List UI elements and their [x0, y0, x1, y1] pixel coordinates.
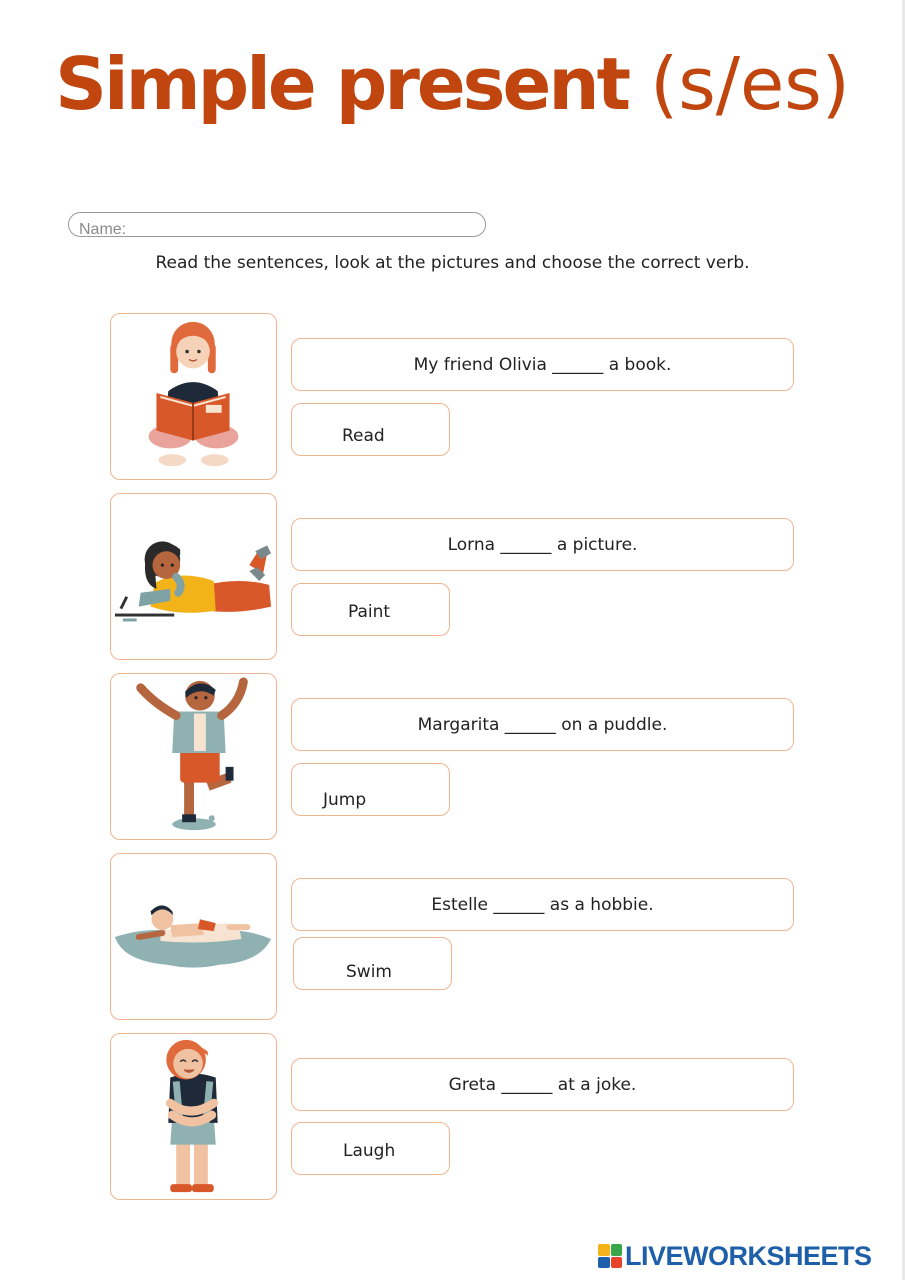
name-field[interactable]	[68, 212, 486, 237]
instructions: Read the sentences, look at the pictures and choose the correct verb.	[155, 253, 750, 273]
logo-grid-icon	[598, 1244, 622, 1268]
exercise-image-4	[110, 853, 277, 1020]
title-suffix: (s/es)	[650, 42, 850, 126]
exercise-image-3	[110, 673, 277, 840]
sentence-box-4	[291, 878, 794, 931]
girl-painting-on-floor-icon	[111, 494, 276, 659]
sentence-text-1: My friend Olivia ______ a book.	[413, 354, 672, 375]
sentence-text-3: Margarita ______ on a puddle.	[417, 714, 668, 735]
worksheet-title	[0, 36, 905, 132]
sentence-text-4: Estelle ______ as a hobbie.	[431, 894, 654, 915]
answer-text-2: Paint	[348, 602, 391, 622]
liveworksheets-logo	[598, 1241, 872, 1271]
child-swimming-icon	[111, 854, 276, 1019]
sentence-text-5: Greta ______ at a joke.	[448, 1074, 637, 1095]
logo-text: LIVEWORKSHEETS	[625, 1240, 872, 1271]
answer-field-5[interactable]	[291, 1122, 450, 1175]
title-main: Simple present	[55, 42, 629, 126]
sentence-text-2: Lorna ______ a picture.	[447, 534, 638, 555]
exercise-image-2	[110, 493, 277, 660]
exercise-image-5	[110, 1033, 277, 1200]
answer-field-4[interactable]	[293, 937, 452, 990]
sentence-box-5	[291, 1058, 794, 1111]
girl-reading-book-icon	[111, 314, 276, 479]
boy-jumping-in-puddle-icon	[111, 674, 276, 839]
answer-text-4: Swim	[346, 962, 392, 982]
name-label: Name:	[79, 221, 127, 238]
sentence-box-1	[291, 338, 794, 391]
girl-laughing-icon	[111, 1034, 276, 1199]
answer-field-2[interactable]	[291, 583, 450, 636]
answer-text-3: Jump	[323, 790, 367, 810]
exercise-image-1	[110, 313, 277, 480]
sentence-box-3	[291, 698, 794, 751]
answer-text-1: Read	[342, 426, 385, 446]
answer-field-1[interactable]	[291, 403, 450, 456]
answer-text-5: Laugh	[343, 1141, 396, 1161]
sentence-box-2	[291, 518, 794, 571]
answer-field-3[interactable]	[291, 763, 450, 816]
